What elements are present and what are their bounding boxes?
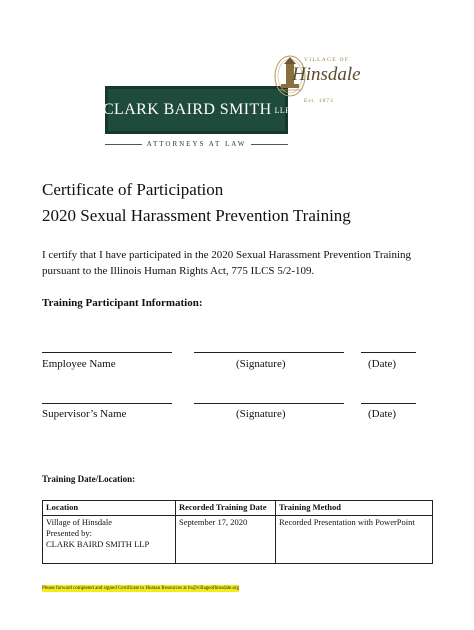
firm-tagline-row: [105, 137, 288, 151]
employee-signature-line[interactable]: [194, 352, 344, 353]
certificate-title: Certificate of Participation: [42, 180, 224, 199]
clark-baird-smith-logo: [102, 86, 291, 134]
supervisor-name-line[interactable]: [42, 403, 172, 404]
employee-name-line[interactable]: [42, 352, 172, 353]
supervisor-name-label: Supervisor’s Name: [42, 408, 127, 420]
location-cell: [43, 516, 176, 564]
training-title: 2020 Sexual Harassment Prevention Training: [42, 206, 351, 225]
supervisor-signature-line[interactable]: [194, 403, 344, 404]
return-instructions-note: Please forward completed and signed Certificate to Human Resources at hr@villageofhinsdale.org: [42, 586, 240, 591]
village-hinsdale-logo: [270, 46, 361, 108]
employee-signature-label: (Signature): [236, 358, 286, 370]
location-line: Village of Hinsdale: [46, 517, 113, 527]
presented-by-line: Presented by:: [46, 528, 93, 538]
presenter-line: CLARK BAIRD SMITH LLP: [46, 539, 150, 549]
employee-name-label: Employee Name: [42, 358, 116, 370]
firm-tagline: ATTORNEYS AT LAW: [146, 140, 247, 148]
supervisor-date-label: (Date): [368, 408, 397, 420]
firm-name: CLARK BAIRD SMITH: [102, 101, 272, 118]
training-date-cell: September 17, 2020: [176, 516, 276, 564]
village-established: Est. 1873: [304, 98, 334, 104]
participant-info-heading: Training Participant Information:: [42, 297, 203, 309]
column-header-date: Recorded Training Date: [176, 501, 276, 516]
table-row: [43, 516, 433, 564]
tagline-rule-left: [105, 144, 142, 145]
table-header-row: [43, 501, 433, 516]
column-header-method: Training Method: [276, 501, 433, 516]
training-date-location-heading: Training Date/Location:: [42, 474, 136, 484]
supervisor-date-line[interactable]: [361, 403, 416, 404]
employee-date-label: (Date): [368, 358, 397, 370]
training-details-table: [42, 500, 433, 564]
column-header-location: Location: [43, 501, 176, 516]
certification-statement: I certify that I have participated in the 2020 Sexual Harassment Prevention Training pursuant to the Illinois Human Rights Act, 775 ILCS 5/2-109.: [42, 249, 412, 277]
training-method-cell: Recorded Presentation with PowerPoint: [276, 516, 433, 564]
employee-date-line[interactable]: [361, 352, 416, 353]
tagline-rule-right: [251, 144, 288, 145]
supervisor-signature-label: (Signature): [236, 408, 286, 420]
village-name: Hinsdale: [292, 64, 361, 85]
firm-llp: LLP: [274, 105, 291, 115]
village-of-text: VILLAGE OF: [304, 57, 350, 63]
